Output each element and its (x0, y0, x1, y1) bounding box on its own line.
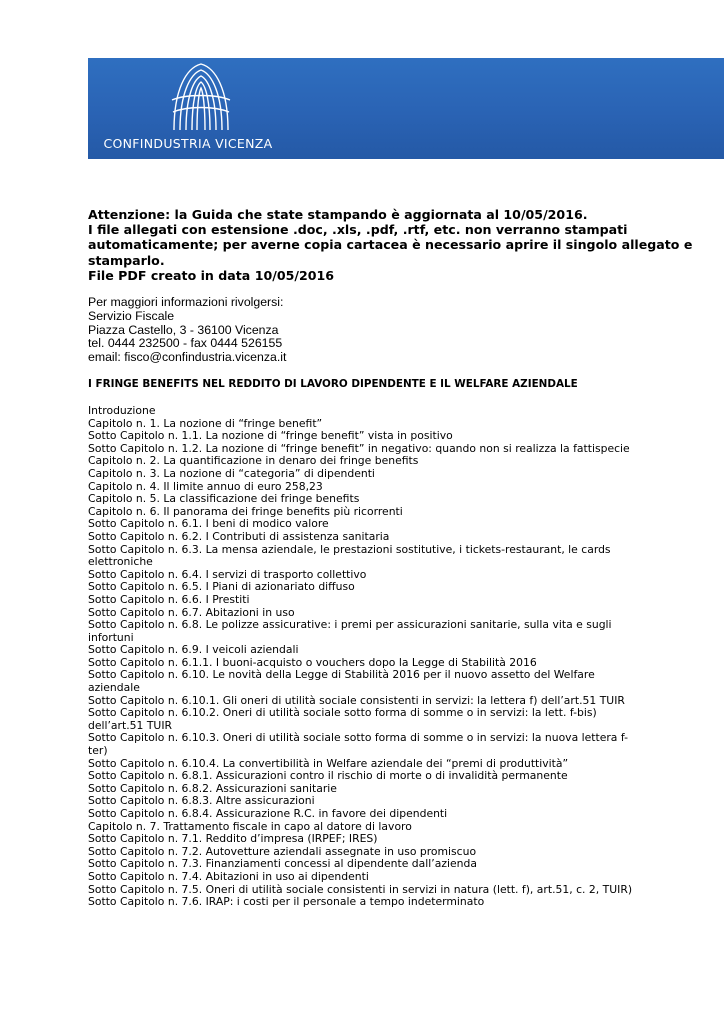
toc-item[interactable]: Sotto Capitolo n. 7.5. Oneri di utilità sociale consistenti in servizi in natura (lett. f), art.51, c. 2, TUIR) (88, 882, 633, 896)
confindustria-logo-icon (166, 60, 236, 132)
toc-item[interactable]: Sotto Capitolo n. 6.1.1. I buoni-acquisto o vouchers dopo la Legge di Stabilità 2016 (88, 655, 537, 669)
brand-name: CONFINDUSTRIA VICENZA (103, 136, 273, 151)
toc-item[interactable]: Sotto Capitolo n. 6.10.3. Oneri di utilità sociale sotto forma di somme o in servizi: la nuova lettera f-ter) (88, 731, 628, 758)
toc-item[interactable]: Capitolo n. 3. La nozione di “categoria” di dipendenti (88, 466, 375, 480)
toc-item[interactable]: Capitolo n. 7. Trattamento fiscale in capo al datore di lavoro (88, 819, 412, 833)
toc-item[interactable]: Sotto Capitolo n. 6.8.2. Assicurazioni sanitarie (88, 781, 337, 795)
toc-item[interactable]: Sotto Capitolo n. 6.10. Le novità della Legge di Stabilità 2016 per il nuovo assetto del Welfare aziendale (88, 668, 595, 695)
header-banner (88, 58, 724, 159)
contact-email: email: fisco@confindustria.vicenza.it (88, 350, 287, 365)
notice-line: automaticamente; per averne copia cartacea è necessario aprire il singolo allegato e (88, 237, 693, 253)
toc-item[interactable]: Capitolo n. 6. Il panorama dei fringe benefits più ricorrenti (88, 504, 403, 518)
toc-item[interactable]: Sotto Capitolo n. 6.8.4. Assicurazione R.C. in favore dei dipendenti (88, 807, 448, 820)
toc-item[interactable]: Capitolo n. 2. La quantificazione in denaro dei fringe benefits (88, 454, 419, 468)
contact-office: Servizio Fiscale (88, 308, 175, 323)
toc-item[interactable]: Sotto Capitolo n. 6.3. La mensa aziendale, le prestazioni sostitutive, i tickets-restaurant, le cards elettroniche (88, 542, 611, 569)
toc-item[interactable]: Sotto Capitolo n. 7.2. Autovetture aziendali assegnate in uso promiscuo (88, 844, 477, 858)
toc-item[interactable]: Sotto Capitolo n. 1.1. La nozione di “fringe benefit” vista in positivo (88, 429, 453, 443)
toc-item[interactable]: Sotto Capitolo n. 6.8.3. Altre assicurazioni (88, 794, 315, 808)
toc-item[interactable]: Capitolo n. 4. Il limite annuo di euro 258,23 (88, 479, 323, 493)
table-of-contents (88, 405, 633, 909)
toc-item[interactable]: Sotto Capitolo n. 6.8. Le polizze assicurative: i premi per assicurazioni sanitarie, sulla vita e sugli infortuni (88, 618, 612, 644)
section-title: I FRINGE BENEFITS NEL REDDITO DI LAVORO DIPENDENTE E IL WELFARE AZIENDALE (88, 378, 578, 390)
toc-item[interactable]: Sotto Capitolo n. 7.3. Finanziamenti concessi al dipendente dall’azienda (88, 857, 477, 871)
toc-item[interactable]: Sotto Capitolo n. 7.1. Reddito d’impresa (IRPEF; IRES) (88, 832, 378, 846)
toc-item[interactable]: Introduzione (88, 404, 156, 417)
toc-item[interactable]: Sotto Capitolo n. 6.2. I Contributi di assistenza sanitaria (88, 529, 390, 543)
toc-item[interactable]: Sotto Capitolo n. 7.4. Abitazioni in uso ai dipendenti (88, 869, 369, 883)
toc-item[interactable]: Sotto Capitolo n. 6.10.4. La convertibilità in Welfare aziendale dei “premi di produttività” (88, 756, 569, 770)
contact-intro: Per maggiori informazioni rivolgersi: (88, 295, 284, 309)
toc-item[interactable]: Sotto Capitolo n. 6.1. I beni di modico valore (88, 517, 329, 531)
notice-line: stamparlo. (88, 252, 165, 268)
toc-item[interactable]: Sotto Capitolo n. 6.4. I servizi di trasporto collettivo (88, 567, 367, 581)
contact-info (88, 296, 588, 365)
toc-item[interactable]: Sotto Capitolo n. 6.7. Abitazioni in uso (88, 605, 295, 619)
print-notice (88, 207, 708, 283)
contact-address: Piazza Castello, 3 - 36100 Vicenza (88, 322, 279, 337)
toc-item[interactable]: Capitolo n. 1. La nozione di “fringe benefit” (88, 416, 323, 430)
toc-item[interactable]: Sotto Capitolo n. 6.5. I Piani di azionariato diffuso (88, 580, 355, 594)
notice-line: Attenzione: la Guida che state stampando è aggiornata al 10/05/2016. (88, 207, 588, 222)
toc-item[interactable]: Sotto Capitolo n. 6.10.1. Gli oneri di utilità sociale consistenti in servizi: la lettera f) dell’art.51 TUIR (88, 693, 625, 707)
toc-item[interactable]: Sotto Capitolo n. 6.6. I Prestiti (88, 592, 250, 606)
toc-item[interactable]: Sotto Capitolo n. 6.9. I veicoli aziendali (88, 643, 299, 657)
contact-phone: tel. 0444 232500 - fax 0444 526155 (88, 336, 283, 351)
notice-date: File PDF creato in data 10/05/2016 (88, 267, 334, 283)
toc-item[interactable]: Sotto Capitolo n. 6.10.2. Oneri di utilità sociale sotto forma di somme o in servizi: la lett. f-bis) dell’art.51 TUIR (88, 706, 597, 732)
notice-line: I file allegati con estensione .doc, .xls, .pdf, .rtf, etc. non verranno stampati (88, 222, 628, 238)
toc-item[interactable]: Sotto Capitolo n. 6.8.1. Assicurazioni contro il rischio di morte o di invalidità permanente (88, 769, 568, 783)
toc-item[interactable]: Capitolo n. 5. La classificazione dei fringe benefits (88, 492, 360, 506)
toc-item[interactable]: Sotto Capitolo n. 1.2. La nozione di “fringe benefit” in negativo: quando non si realizza la fattispecie (88, 441, 630, 455)
toc-item[interactable]: Sotto Capitolo n. 7.6. IRAP: i costi per il personale a tempo indeterminato (88, 895, 485, 909)
